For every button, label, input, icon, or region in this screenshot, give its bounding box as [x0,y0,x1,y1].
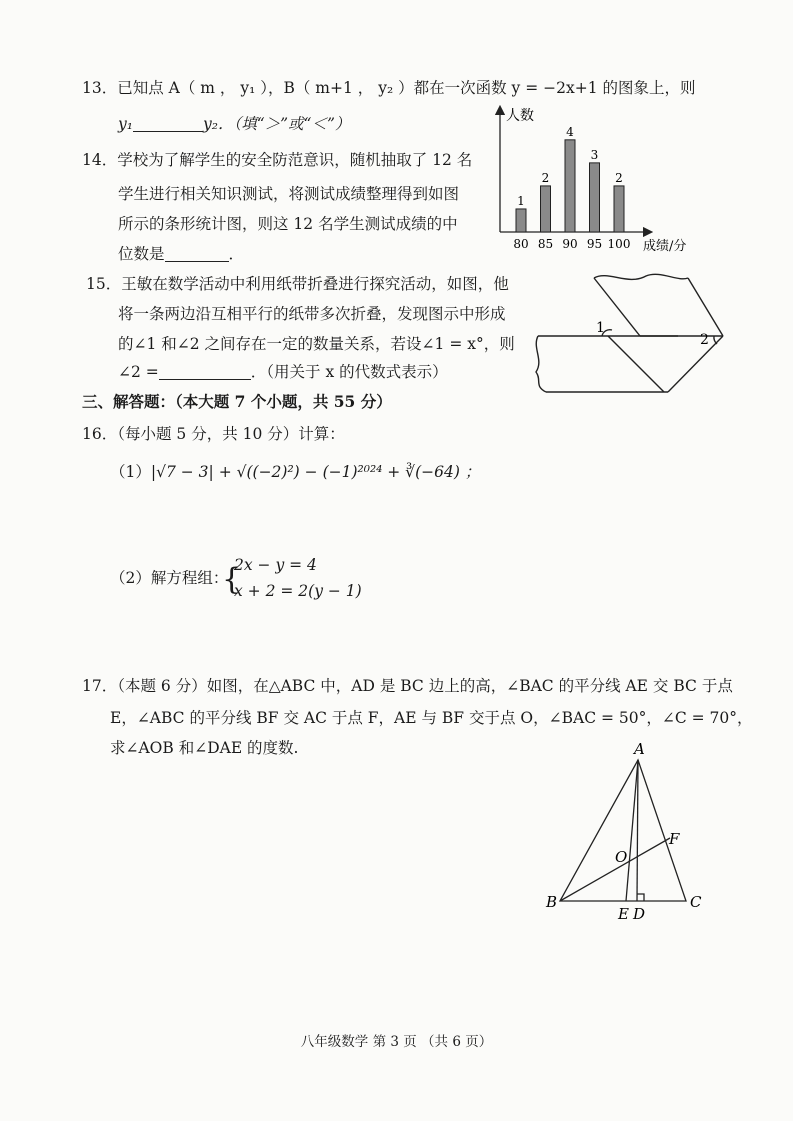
q13-line1: 13．已知点 A（ m ， y₁ ），B（ m+1 ， y₂ ）都在一次函数 y = −2x+1 的图象上，则 [82,79,696,97]
angle-2-arc [714,336,717,344]
triangle-figure [540,738,720,928]
bar-value-label-85: 2 [541,170,550,185]
q15-line4-start: ∠2 = [118,363,159,381]
q13-answer-blank[interactable] [133,115,203,132]
label-d: D [633,905,646,923]
q17-line3: 求∠AOB 和∠DAE 的度数. [110,739,299,757]
bar-85 [541,186,551,232]
segment-ad [637,760,638,901]
x-tick-label-90: 90 [562,237,578,251]
q14-answer-blank[interactable] [165,245,229,262]
page-footer: 八年级数学 第 3 页 （共 6 页） [300,1034,493,1050]
angle-2-label: 2 [700,332,709,348]
paper-strip-figure [528,268,728,398]
bar-value-label-90: 4 [566,124,574,139]
q15-line3: 的∠1 和∠2 之间存在一定的数量关系，若设∠1 = x°，则 [118,335,515,353]
q17-line2: E，∠ABC 的平分线 BF 交 AC 于点 F，AE 与 BF 交于点 O，∠BAC = 50°，∠C = 70°， [110,709,753,727]
label-f: F [669,830,680,848]
right-angle-mark [637,894,644,901]
bar-value-label-100: 2 [615,170,623,185]
q14-line4-end: ． [228,245,245,263]
q17-line1: 17．（本题 6 分）如图，在△ABC 中，AD 是 BC 边上的高，∠BAC 的平分线 AE 交 BC 于点 [82,677,733,695]
x-tick-label-100: 100 [607,237,631,251]
label-o: O [615,848,628,866]
x-tick-label-85: 85 [537,237,554,251]
bar-80 [516,209,526,232]
bar-90 [565,140,575,232]
q16-part1 [110,460,480,482]
q15-line4 [118,360,448,382]
chart-ylabel: 人数 [506,108,534,124]
strip-lower-right-edge [668,336,723,392]
segment-ae [626,760,638,901]
label-e: E [618,905,629,923]
q13-line2 [118,112,350,134]
q15-line2: 将一条两边沿互相平行的纸带多次折叠，发现图示中形成 [118,305,506,323]
q14-line4-text: 位数是 [118,245,165,263]
strip-top-torn-edge [594,274,688,279]
system-brace: { [222,562,242,597]
q15-line1: 15．王敏在数学活动中利用纸带折叠进行探究活动，如图，他 [86,275,509,293]
q13-y1: y₁ [118,115,133,133]
q13-y2: y₂．（填“＞”或“＜”） [202,115,351,133]
q16-part2-label: （2）解方程组： [110,569,229,587]
triangle-abc [560,760,686,901]
label-a: A [634,740,645,758]
strip-upper-right-edge [688,278,723,336]
q16-part1-expression: |√7 − 3| + √((−2)²) − (−1)²⁰²⁴ + ∛(−64) ； [150,463,481,481]
bar-100 [614,186,624,232]
strip-left-torn-edge [536,336,546,392]
q16-eq2: x + 2 = 2(y − 1) [234,582,362,600]
q15-line4-end: ．（用关于 x 的代数式表示） [250,363,448,381]
x-tick-label-95: 95 [586,237,603,251]
bar-value-label-80: 1 [517,193,525,208]
section3-header: 三、解答题：（本大题 7 个小题，共 55 分） [82,392,392,411]
bar-value-label-95: 3 [590,147,599,162]
q14-line2: 学生进行相关知识测试，将测试成绩整理得到如图 [118,185,460,203]
chart-xlabel: 成绩/分 [643,239,687,254]
q14-line3: 所示的条形统计图，则这 12 名学生测试成绩的中 [118,215,458,233]
bar-95 [590,163,600,232]
label-b: B [546,893,558,911]
x-tick-label-80: 80 [513,237,529,251]
score-bar-chart [478,104,703,254]
q14-line4 [118,242,244,264]
q16-part1-label: （1） [110,463,151,481]
q16-eq1: 2x − y = 4 [234,556,317,574]
q16-head: 16．（每小题 5 分，共 10 分）计算： [82,425,345,443]
angle-1-label: 1 [596,320,605,336]
q14-line1: 14．学校为了解学生的安全防范意识，随机抽取了 12 名 [82,151,473,169]
strip-fold-line [608,336,664,392]
label-c: C [690,893,702,911]
q15-answer-blank[interactable] [159,363,251,380]
